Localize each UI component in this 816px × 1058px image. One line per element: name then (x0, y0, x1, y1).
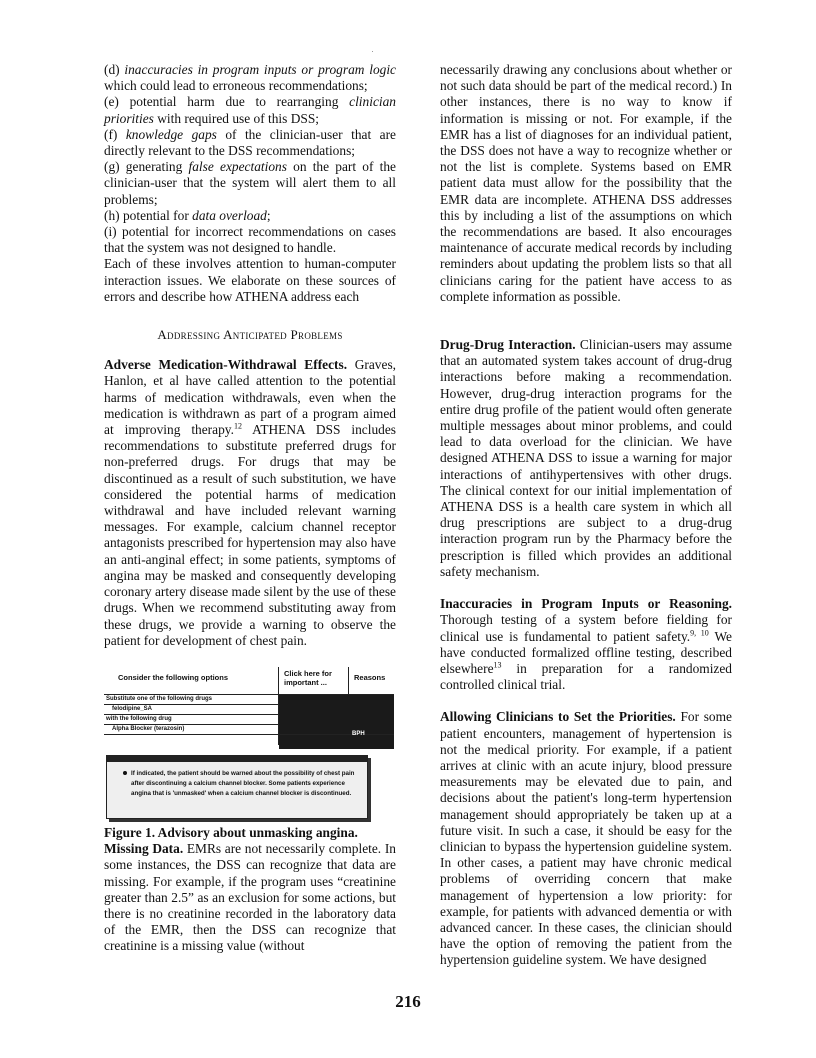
warning-popup[interactable] (106, 755, 368, 819)
withdrawal-heading: Adverse Medication-Withdrawal Effects. (104, 357, 348, 373)
list-item-d: (d) inaccuracies in program inputs or program logic which could lead to erroneous recommendations; (104, 62, 396, 94)
figure-caption: Figure 1. Advisory about unmasking angina. (104, 824, 358, 840)
list-item-h: (h) potential for data overload; (104, 207, 271, 223)
list-item-f: (f) knowledge gaps of the clinician-user that are directly relevant to the DSS recommendations; (104, 126, 396, 159)
missing-data-heading: Missing Data. (104, 841, 184, 857)
figure-row[interactable]: Alpha Blocker (terazosin) (112, 725, 185, 732)
priorities-heading: Allowing Clinicians to Set the Priorities. (440, 709, 676, 725)
priorities-paragraph: Allowing Clinicians to Set the Priorities. For some patient encounters, management of hypertension is not the medical priority. For example, if a patient arrives at clinic with an acute injury, blood pressure measurements may be elevated due to pain, and decisions about the patient's long-term hypertension management should appropriately be taken up at a future visit. In such a case, it should be easy for the clinician to bypass the hypertension guideline system. In other cases, a patient may have chronic medical problems of overriding concern that make management of hypertension a low priority: for example, for patients with advanced dementia or with advanced cancer. In these cases, the clinician should have the option of removing the patient from the hypertension guideline system. We have designed (440, 709, 732, 968)
figure-dark-cell (279, 695, 394, 749)
withdrawal-paragraph: Adverse Medication-Withdrawal Effects. Graves, Hanlon, et al have called attention to the potential harms of medication withdrawals, even when the medication is withdrawn as part of a program aimed at improving therapy.$^{12}$ ATHENA DSS includes recommendations to substitute preferred drugs for non-preferred drugs. For drugs that may be discontinued as a result of such substitution, we have considered the potential harms of medication withdrawal and have included relevant warning messages. For example, calcium channel receptor antagonists prescribed for hypertension may also have an anti-anginal effect; in some patients, symptoms of angina may be masked and consequently developing coronary artery disease made silent by the use of these drugs. When we recommend substituting away from these drugs, we provide a warning to observe the patient for development of chest pain. (104, 357, 397, 648)
left-column (104, 62, 396, 955)
page-number: 216 (395, 992, 421, 1011)
bullet-icon (123, 771, 127, 775)
drug-interaction-heading: Drug-Drug Interaction. (440, 337, 576, 353)
popup-titlebar[interactable] (107, 756, 367, 762)
figure-advisory (104, 667, 394, 817)
right-column (440, 62, 732, 969)
figure-reason: BPH (352, 730, 365, 737)
figure-col-click-header[interactable]: Click here for important ... (284, 668, 332, 687)
missing-data-paragraph: Missing Data. EMRs are not necessarily complete. In some instances, the DSS can recognize that data are missing. For example, if the program uses “creatinine greater than 2.5” as an exclusion for some actions, but there is no creatinine recorded in the laboratory data of the EMR, then the DSS can recognize that creatinine is a missing value (without (104, 841, 396, 954)
inaccuracies-heading: Inaccuracies in Program Inputs or Reasoning. (440, 596, 732, 612)
section-heading: Addressing Anticipated Problems (157, 327, 343, 343)
figure-row[interactable]: with the following drug (106, 715, 172, 722)
figure-col-options-header: Consider the following options (118, 672, 228, 682)
list-item-g: (g) generating false expectations on the part of the clinician-user that the system will alert them to all problems; (104, 159, 396, 207)
figure-col-reasons-header: Reasons (354, 672, 386, 682)
figure-row[interactable]: Substitute one of the following drugs (106, 695, 212, 702)
popup-message: If indicated, the patient should be warned about the possibility of chest pain after discontinuing a calcium channel blocker. Some patients experience angina that is 'unmasked' when a calcium channel blocker is discontinued. (131, 769, 355, 797)
figure-row[interactable]: felodipine_SA (112, 705, 153, 712)
continuation-paragraph: necessarily drawing any conclusions about whether or not such data should be part of the medical record.) In other instances, there is no way to know if information is missing or not. For example, if the EMR has a list of diagnoses for an individual patient, the DSS does not have a way to recognize whether or not the list is complete. Systems based on EMR patient data must allow for the possibility that the EMR data are incomplete. ATHENA DSS addresses this by including a list of the assumptions on which the recommendations are based. It also encourages maintenance of accurate medical records by including reminders about updating the problem lists so that all clinicians caring for the patient have access to as complete information as possible. (440, 62, 732, 304)
list-item-e: (e) potential harm due to rearranging clinician priorities with required use of this DSS; (104, 94, 396, 126)
drug-interaction-paragraph: Drug-Drug Interaction. Clinician-users may assume that an automated system takes account of drug-drug interactions before making a recommendation. However, drug-drug interaction programs for the entire drug profile of the patient would often generate multiple messages about minor problems, and could lead to data overload for the clinician. We have designed ATHENA DSS to issue a warning for major interactions of antihypertensives with other drugs. The clinical context for our initial implementation of ATHENA DSS is a health care system in which all drug prescriptions are subject to a drug-drug interaction program run by the Pharmacy before the prescription is filled which provides an additional safety mechanism. (440, 337, 732, 579)
inaccuracies-paragraph: Inaccuracies in Program Inputs or Reasoning. Thorough testing of a system before fielding for clinical use is fundamental to patient safety.$^{9, 10}$ We have conducted formalized offline testing, described elsewhere$^{13}$ in preparation for a randomized controlled clinical trial. (440, 596, 732, 693)
list-item-i: (i) potential for incorrect recommendations on cases that the system was not designed to handle. (104, 224, 396, 256)
intro-paragraph: Each of these involves attention to human-computer interaction issues. We elaborate on these sources of errors and describe how ATHENA address each (104, 256, 396, 304)
scan-mark (372, 51, 373, 52)
figure-divider (104, 734, 394, 735)
